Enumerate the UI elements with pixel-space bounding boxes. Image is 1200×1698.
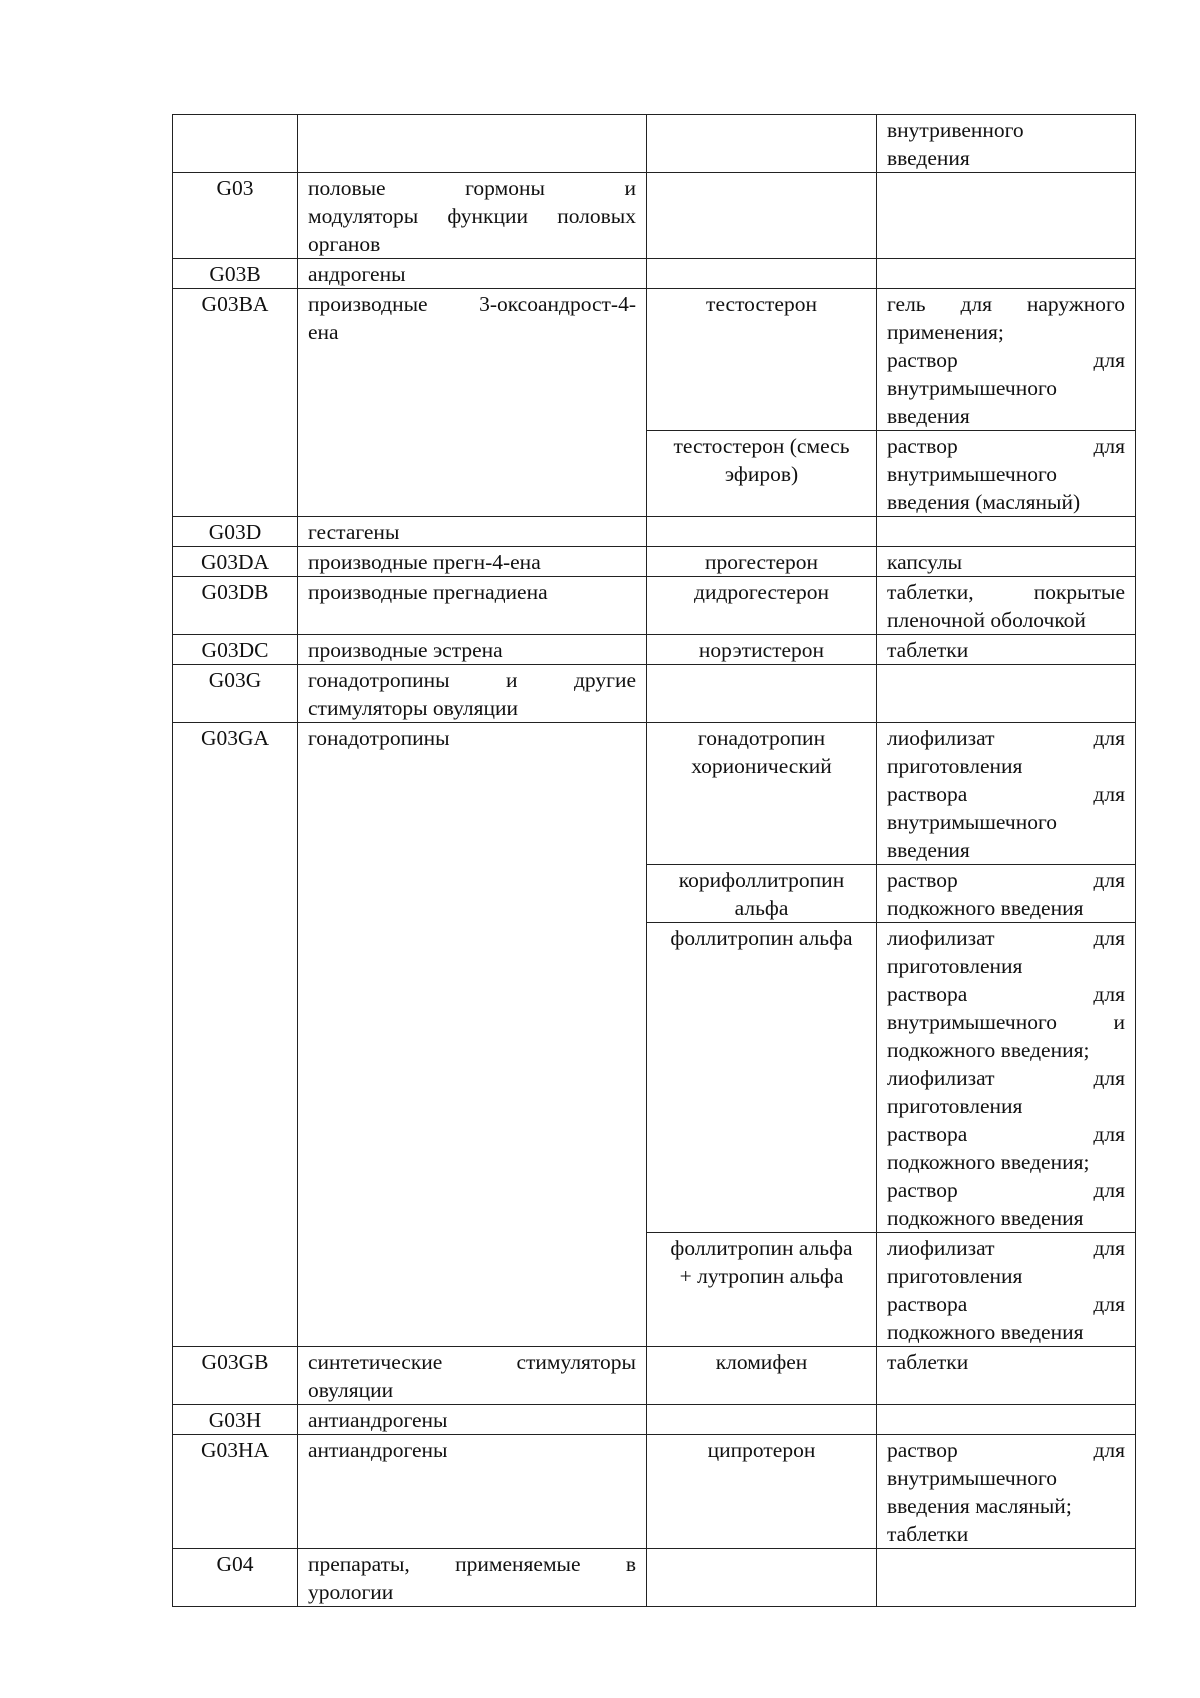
table-row <box>173 1435 1136 1549</box>
substance-line: прогестерон <box>704 550 819 574</box>
table-row <box>173 173 1136 259</box>
cell-text-line: антиандрогены <box>308 1438 448 1462</box>
table-row <box>173 517 1136 547</box>
dosage-form-cell <box>877 577 1136 635</box>
table-row <box>173 1347 1136 1405</box>
table-row <box>173 1405 1136 1435</box>
cell-text-line: капсулы <box>887 550 963 574</box>
substance-cell <box>647 665 877 723</box>
substance-cell <box>647 923 877 1233</box>
atc-code-cell: G03HA <box>173 1435 298 1549</box>
group-name-cell <box>298 1549 647 1607</box>
cell-text-line: гонадотропины <box>308 726 450 750</box>
dosage-form-cell <box>877 517 1136 547</box>
substance-line: фоллитропин альфа <box>670 926 853 950</box>
substance-line: альфа <box>734 896 789 920</box>
cell-text-line: производные прегнадиена <box>308 580 548 604</box>
cell-text-line: производные 3-оксоандрост-4- <box>308 292 636 316</box>
cell-text-line: препараты, применяемые в <box>308 1552 636 1576</box>
atc-code-cell: G04 <box>173 1549 298 1607</box>
cell-text-line: производные эстрена <box>308 638 503 662</box>
drug-classification-table <box>172 114 1136 1607</box>
dosage-form-cell <box>877 865 1136 923</box>
dosage-form-cell <box>877 923 1136 1233</box>
atc-code-cell: G03GB <box>173 1347 298 1405</box>
cell-text-line: подкожного введения; <box>887 1150 1090 1174</box>
atc-code-cell: G03 <box>173 173 298 259</box>
cell-text-line: введения (масляный) <box>887 490 1081 514</box>
substance-cell <box>647 635 877 665</box>
substance-cell <box>647 289 877 431</box>
cell-text-line: раствора для <box>887 1122 1125 1146</box>
table-body <box>173 115 1136 1607</box>
substance-line: ципротерон <box>707 1438 816 1462</box>
dosage-form-cell <box>877 115 1136 173</box>
group-name-cell <box>298 259 647 289</box>
cell-text-line: раствора для <box>887 1292 1125 1316</box>
cell-text-line: гонадотропины и другие <box>308 668 636 692</box>
substance-line: кломифен <box>715 1350 808 1374</box>
group-name-cell <box>298 635 647 665</box>
atc-code-cell: G03DB <box>173 577 298 635</box>
substance-cell <box>647 173 877 259</box>
group-name-cell <box>298 1435 647 1549</box>
dosage-form-cell <box>877 635 1136 665</box>
table-row <box>173 1549 1136 1607</box>
atc-code-cell: G03D <box>173 517 298 547</box>
group-name-cell <box>298 115 647 173</box>
dosage-form-cell <box>877 431 1136 517</box>
group-name-cell <box>298 577 647 635</box>
substance-cell <box>647 431 877 517</box>
dosage-form-cell <box>877 1233 1136 1347</box>
substance-line: хорионический <box>691 754 832 778</box>
dosage-form-cell <box>877 723 1136 865</box>
substance-line: эфиров) <box>724 462 799 486</box>
cell-text-line: приготовления <box>887 1094 1023 1118</box>
substance-line: + лутропин альфа <box>679 1264 844 1288</box>
dosage-form-cell <box>877 665 1136 723</box>
cell-text-line: подкожного введения <box>887 1320 1084 1344</box>
substance-line: тестостерон <box>706 292 817 316</box>
cell-text-line: внутримышечного и <box>887 1010 1125 1034</box>
dosage-form-cell <box>877 173 1136 259</box>
substance-line: норэтистерон <box>698 638 825 662</box>
substance-cell <box>647 1549 877 1607</box>
cell-text-line: урологии <box>308 1580 394 1604</box>
substance-cell <box>647 1405 877 1435</box>
cell-text-line: подкожного введения; <box>887 1038 1090 1062</box>
cell-text-line: ена <box>308 320 339 344</box>
cell-text-line: подкожного введения <box>887 1206 1084 1230</box>
cell-text-line: гестагены <box>308 520 400 544</box>
table-row <box>173 259 1136 289</box>
cell-text-line: приготовления <box>887 954 1023 978</box>
substance-cell <box>647 115 877 173</box>
cell-text-line: внутримышечного <box>887 462 1058 486</box>
group-name-cell <box>298 289 647 517</box>
cell-text-line: лиофилизат для <box>887 1066 1125 1090</box>
cell-text-line: подкожного введения <box>887 896 1084 920</box>
cell-text-line: раствора для <box>887 782 1125 806</box>
substance-line: корифоллитропин <box>678 868 845 892</box>
dosage-form-cell <box>877 547 1136 577</box>
substance-cell <box>647 1233 877 1347</box>
cell-text-line: внутримышечного <box>887 810 1058 834</box>
cell-text-line: раствор для <box>887 1178 1125 1202</box>
dosage-form-cell <box>877 1405 1136 1435</box>
substance-cell <box>647 1435 877 1549</box>
cell-text-line: приготовления <box>887 1264 1023 1288</box>
atc-code-cell: G03H <box>173 1405 298 1435</box>
atc-code-cell <box>173 115 298 173</box>
table-row <box>173 635 1136 665</box>
cell-text-line: органов <box>308 232 381 256</box>
substance-cell <box>647 865 877 923</box>
substance-cell <box>647 517 877 547</box>
group-name-cell <box>298 1347 647 1405</box>
cell-text-line: раствор для <box>887 1438 1125 1462</box>
cell-text-line: таблетки <box>887 638 969 662</box>
cell-text-line: лиофилизат для <box>887 926 1125 950</box>
table-row <box>173 547 1136 577</box>
cell-text-line: овуляции <box>308 1378 394 1402</box>
cell-text-line: пленочной оболочкой <box>887 608 1086 632</box>
group-name-cell <box>298 1405 647 1435</box>
cell-text-line: гель для наружного <box>887 292 1125 316</box>
group-name-cell <box>298 723 647 1347</box>
table-row <box>173 115 1136 173</box>
dosage-form-cell <box>877 1435 1136 1549</box>
atc-code-cell: G03G <box>173 665 298 723</box>
substance-cell <box>647 547 877 577</box>
cell-text-line: половые гормоны и <box>308 176 636 200</box>
cell-text-line: производные прегн-4-ена <box>308 550 541 574</box>
table-row <box>173 723 1136 865</box>
substance-cell <box>647 259 877 289</box>
substance-cell <box>647 723 877 865</box>
group-name-cell <box>298 173 647 259</box>
table-row <box>173 289 1136 431</box>
atc-code-cell: G03BA <box>173 289 298 517</box>
group-name-cell <box>298 547 647 577</box>
cell-text-line: синтетические стимуляторы <box>308 1350 636 1374</box>
cell-text-line: таблетки, покрытые <box>887 580 1125 604</box>
group-name-cell <box>298 517 647 547</box>
table-row <box>173 665 1136 723</box>
cell-text-line: внутримышечного <box>887 1466 1058 1490</box>
table-row <box>173 577 1136 635</box>
substance-line: фоллитропин альфа <box>670 1236 853 1260</box>
dosage-form-cell <box>877 1549 1136 1607</box>
cell-text-line: введения <box>887 838 970 862</box>
dosage-form-cell <box>877 1347 1136 1405</box>
cell-text-line: таблетки <box>887 1522 969 1546</box>
atc-code-cell: G03B <box>173 259 298 289</box>
cell-text-line: раствор для <box>887 868 1125 892</box>
cell-text-line: раствор для <box>887 348 1125 372</box>
cell-text-line: стимуляторы овуляции <box>308 696 519 720</box>
cell-text-line: лиофилизат для <box>887 726 1125 750</box>
cell-text-line: введения <box>887 146 970 170</box>
cell-text-line: внутримышечного <box>887 376 1058 400</box>
substance-line: гонадотропин <box>697 726 826 750</box>
cell-text-line: применения; <box>887 320 1004 344</box>
atc-code-cell: G03DC <box>173 635 298 665</box>
substance-line: тестостерон (смесь <box>673 434 850 458</box>
dosage-form-cell <box>877 289 1136 431</box>
cell-text-line: приготовления <box>887 754 1023 778</box>
cell-text-line: введения масляный; <box>887 1494 1072 1518</box>
substance-cell <box>647 1347 877 1405</box>
cell-text-line: введения <box>887 404 970 428</box>
cell-text-line: раствор для <box>887 434 1125 458</box>
cell-text-line: раствора для <box>887 982 1125 1006</box>
cell-text-line: модуляторы функции половых <box>308 204 636 228</box>
substance-cell <box>647 577 877 635</box>
atc-code-cell: G03DA <box>173 547 298 577</box>
cell-text-line: антиандрогены <box>308 1408 448 1432</box>
cell-text-line: таблетки <box>887 1350 969 1374</box>
cell-text-line: андрогены <box>308 262 406 286</box>
group-name-cell <box>298 665 647 723</box>
substance-line: дидрогестерон <box>694 580 829 604</box>
atc-code-cell: G03GA <box>173 723 298 1347</box>
cell-text-line: внутривенного <box>887 118 1024 142</box>
cell-text-line: лиофилизат для <box>887 1236 1125 1260</box>
dosage-form-cell <box>877 259 1136 289</box>
